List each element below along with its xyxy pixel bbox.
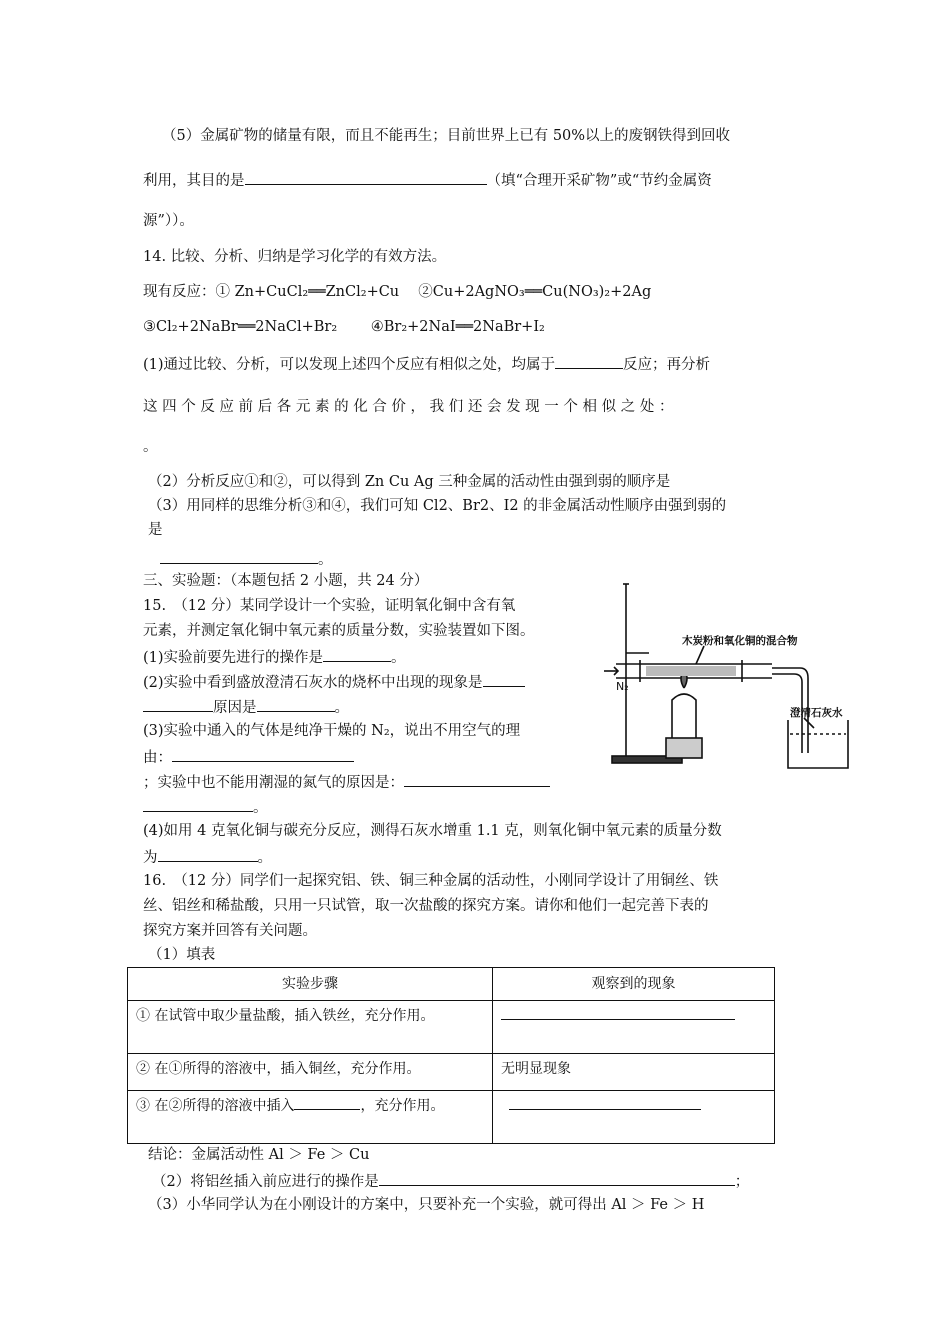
- q15-q1-text: (1)实验前要先进行的操作是: [143, 650, 324, 666]
- q14-reactions-1: 现有反应：① Zn+CuCl₂══ZnCl₂+Cu ②Cu+2AgNO₃══Cu(NO₃)₂+2Ag: [143, 284, 652, 300]
- q15-line9: [143, 797, 268, 817]
- table-step-3b: ，充分作用。: [360, 1098, 445, 1114]
- q14-p1-line3: 。: [143, 439, 158, 455]
- q15-line5: [143, 697, 349, 717]
- section-3-heading: 三、实验题：（本题包括 2 小题，共 24 分）: [143, 573, 429, 589]
- q13-p5-answer-blank[interactable]: [245, 170, 487, 185]
- q16-conclusion: 结论：金属活动性 Al ＞ Fe ＞ Cu: [148, 1147, 370, 1163]
- q15-line10: (4)如用 4 克氧化铜与碳充分反应，测得石灰水增重 1.1 克，则氧化铜中氧元素的质量分数: [143, 823, 722, 839]
- table-header-steps: 实验步骤: [128, 968, 493, 1001]
- q16-p2-end: ；: [734, 1174, 750, 1190]
- q15-q4-end: 。: [257, 850, 272, 866]
- table-step-2: ② 在①所得的溶液中，插入铜丝，充分作用。: [128, 1054, 493, 1091]
- q15-q2-reason-label: 原因是: [213, 700, 257, 716]
- q13-p5-line2b: （填“合理开采矿物”或“节约金属资: [486, 173, 712, 189]
- mixture-fill: [646, 666, 736, 676]
- q16-p2-blank[interactable]: [379, 1171, 735, 1186]
- q15-q3-end: 。: [253, 800, 268, 816]
- q15-q2-text: (2)实验中看到盛放澄清石灰水的烧杯中出现的现象是: [143, 675, 483, 691]
- table-step-3-blank[interactable]: [294, 1097, 360, 1110]
- q14-stem: 14. 比较、分析、归纳是学习化学的有效方法。: [143, 249, 447, 265]
- q15-line6: (3)实验中通入的气体是纯净干燥的 N₂，说出不用空气的理: [143, 723, 521, 739]
- q16-p3: （3）小华同学认为在小刚设计的方案中，只要补充一个实验，就可得出 Al ＞ Fe ＞ H: [148, 1197, 705, 1213]
- q14-reactions-2: ③Cl₂+2NaBr══2NaCl+Br₂ ④Br₂+2NaI══2NaBr+I₂: [143, 319, 545, 335]
- q15-q3-blank-b[interactable]: [404, 772, 550, 787]
- q15-q3-blank-c[interactable]: [143, 797, 253, 812]
- table-row: [128, 1091, 775, 1144]
- q15-q1-blank[interactable]: [323, 647, 391, 662]
- q16-line2: 丝、铝丝和稀盐酸，只用一只试管，取一次盐酸的探究方案。请你和他们一起完善下表的: [143, 898, 709, 914]
- table-result-3[interactable]: [493, 1091, 775, 1144]
- q14-p1-answer-blank[interactable]: [555, 354, 623, 369]
- q15-line3: [143, 647, 406, 667]
- q15-q3-blank-a[interactable]: [172, 747, 354, 762]
- q15-line2: 元素，并测定氧化铜中氧元素的质量分数，实验装置如下图。: [143, 623, 535, 639]
- q14-p3-line2: 是: [148, 522, 163, 538]
- q15-line8: [143, 772, 550, 792]
- alcohol-lamp: [672, 694, 696, 738]
- table-step-1: ① 在试管中取少量盐酸，插入铁丝，充分作用。: [128, 1001, 493, 1054]
- q14-p3-line3: [160, 549, 333, 569]
- table-step-3: [128, 1091, 493, 1144]
- q16-line3: 探究方案并回答有关问题。: [143, 923, 317, 939]
- q15-q1-end: 。: [391, 650, 406, 666]
- q14-p3-end: 。: [318, 552, 333, 568]
- table-result-2: 无明显现象: [493, 1054, 775, 1091]
- q16-fill-table-heading: （1）填表: [148, 947, 216, 963]
- q14-p1a: (1)通过比较、分析，可以发现上述四个反应有相似之处，均属于: [143, 357, 556, 373]
- table-result-1-blank[interactable]: [501, 1007, 735, 1020]
- q15-q3-moist-text: ；实验中也不能用潮湿的氮气的原因是：: [143, 775, 404, 791]
- q14-p2: （2）分析反应①和②，可以得到 Zn Cu Ag 三种金属的活动性由强到弱的顺序是: [148, 474, 671, 490]
- q16-line1: 16. （12 分）同学们一起探究铝、铁、铜三种金属的活动性，小刚同学设计了用铜丝、铁: [143, 873, 719, 889]
- q15-line7: [143, 747, 354, 767]
- table-step-3a: ③ 在②所得的溶液中插入: [136, 1098, 295, 1114]
- q14-p1-line2: 这 四 个 反 应 前 后 各 元 素 的 化 合 价 ， 我 们 还 会 发 现 一 个 相 似 之 处 ：: [143, 399, 674, 415]
- q16-p2: [152, 1171, 749, 1191]
- table-result-1[interactable]: [493, 1001, 775, 1054]
- table-header-observations: 观察到的现象: [493, 968, 775, 1001]
- q14-p3-answer-blank[interactable]: [160, 549, 318, 564]
- q13-p5-line3: 源”））。: [143, 213, 194, 229]
- experiment-table: [127, 967, 775, 1144]
- q15-q2-end: 。: [334, 700, 349, 716]
- beaker: [788, 720, 848, 768]
- figure-label-limewater: 澄清石灰水: [790, 707, 843, 719]
- q15-line11: [143, 847, 272, 867]
- figure-label-n2: N₂: [616, 680, 629, 693]
- q13-p5-line2a: 利用，其目的是: [143, 173, 245, 189]
- q14-p3-line1: （3）用同样的思维分析③和④，我们可知 Cl2、Br2、I2 的非金属活动性顺序由强到弱的: [148, 498, 727, 514]
- q15-q4-label: 为: [143, 850, 158, 866]
- q15-line1: 15. （12 分）某同学设计一个实验，证明氧化铜中含有氧: [143, 598, 516, 614]
- table-result-3-blank[interactable]: [509, 1097, 701, 1110]
- q15-q2-blank-b[interactable]: [143, 697, 213, 712]
- q15-q3-label: 由：: [143, 750, 172, 766]
- q15-line4: [143, 672, 525, 692]
- q15-q4-blank[interactable]: [158, 847, 258, 862]
- table-row: [128, 1001, 775, 1054]
- q14-p1-line1: [143, 354, 710, 374]
- q16-p2-text: （2）将铝丝插入前应进行的操作是: [152, 1174, 379, 1190]
- q13-p5-line1: （5）金属矿物的储量有限，而且不能再生；目前世界上已有 50%以上的废钢铁得到回收: [162, 128, 731, 144]
- table-header-row: [128, 968, 775, 1001]
- table-row: [128, 1054, 775, 1091]
- q15-q2-reason-blank[interactable]: [257, 697, 335, 712]
- q14-p1b: 反应；再分析: [623, 357, 711, 373]
- q13-p5-line2: [143, 170, 712, 190]
- q15-q2-blank-a[interactable]: [483, 672, 525, 687]
- apparatus-figure: [604, 578, 854, 776]
- figure-label-mixture: 木炭粉和氧化铜的混合物: [682, 635, 798, 647]
